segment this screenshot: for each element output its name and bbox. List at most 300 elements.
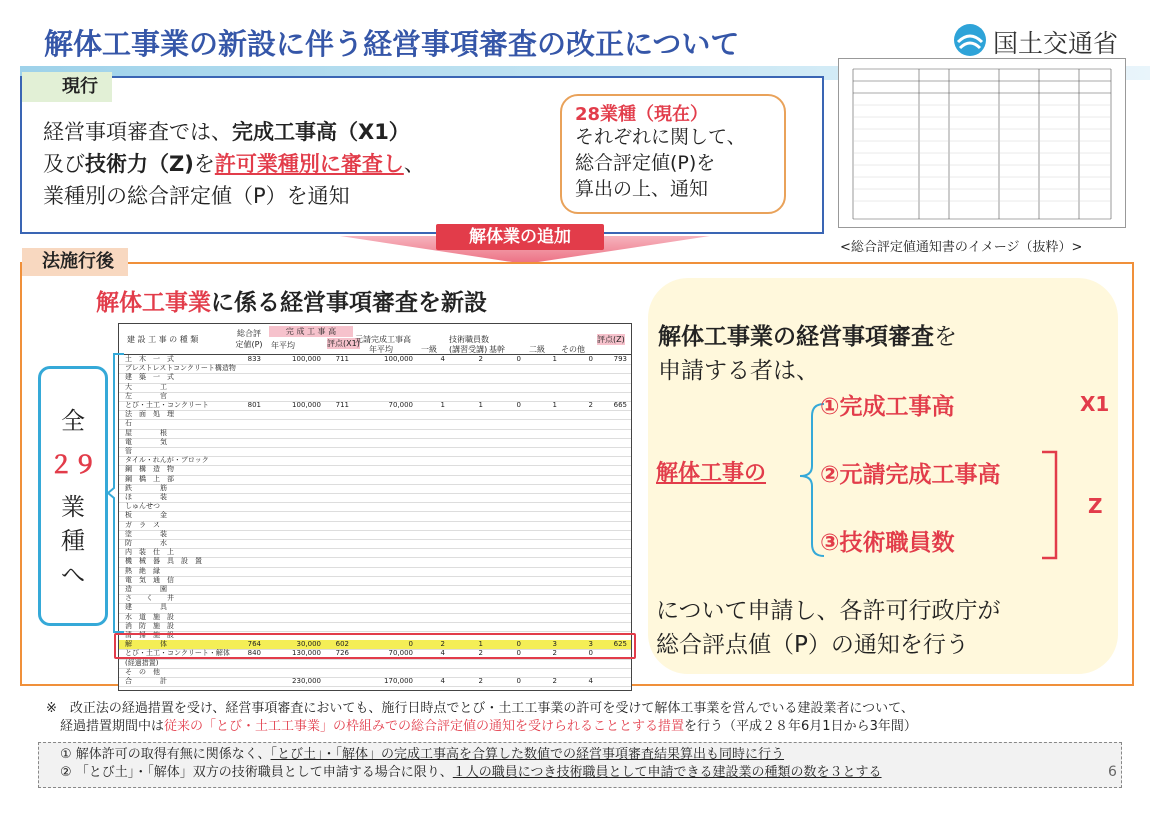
demolition-row-highlight: [114, 633, 636, 659]
row-cell-d: [523, 465, 559, 474]
row-cell-x: [265, 659, 323, 668]
row-cell-e: [559, 548, 595, 557]
row-cell-g: [351, 622, 415, 631]
row-cell-g: [351, 585, 415, 594]
row-cell-x: [265, 456, 323, 465]
row-cell-p: [235, 659, 263, 668]
row-cell-e: [559, 530, 595, 539]
row-cell-g: 70,000: [388, 649, 413, 658]
row-cell-x: [265, 438, 323, 447]
row-cell-g: [351, 668, 415, 677]
row-cell-b: [447, 447, 485, 456]
row-cell-x: 230,000: [292, 677, 321, 685]
row-cell-z: [595, 511, 629, 520]
row-cell-e: [559, 613, 595, 622]
row-type-name: 建 具: [125, 603, 167, 612]
row-cell-b: [447, 557, 485, 566]
table-row: [119, 677, 631, 687]
row-cell-z: [595, 493, 629, 502]
row-cell-g: [351, 419, 415, 428]
row-cell-z: [595, 373, 629, 382]
row-cell-c: [485, 557, 523, 566]
row-cell-e: [559, 383, 595, 392]
row-cell-x: [265, 594, 323, 603]
row-cell-x1: [323, 511, 351, 520]
current-28-body: それぞれに関して、 総合評定値(P)を 算出の上、通知: [575, 126, 746, 200]
row-cell-g: [351, 594, 415, 603]
row-cell-x: [265, 447, 323, 456]
row-cell-x: [265, 622, 323, 631]
header-grade1: 一級: [421, 345, 437, 354]
row-cell-d: [523, 548, 559, 557]
row-cell-x: [265, 548, 323, 557]
row-cell-a: [415, 392, 447, 401]
row-cell-x1: [323, 475, 351, 484]
row-cell-p: [235, 465, 263, 474]
row-cell-a: [415, 668, 447, 677]
row-type-name: 屋 根: [125, 428, 167, 437]
row-cell-e: [559, 475, 595, 484]
row-cell-x1: [323, 438, 351, 447]
row-cell-x: [265, 383, 323, 392]
row-cell-c: [485, 622, 523, 631]
row-cell-b: 2: [478, 649, 483, 658]
row-cell-b: [447, 419, 485, 428]
row-cell-a: [415, 383, 447, 392]
row-cell-p: [235, 521, 263, 530]
row-cell-e: [559, 484, 595, 493]
row-cell-x1: [323, 567, 351, 576]
row-cell-a: [415, 613, 447, 622]
row-cell-c: [485, 613, 523, 622]
document-thumbnail-icon: [839, 59, 1125, 227]
row-cell-e: [559, 465, 595, 474]
row-cell-e: [559, 410, 595, 419]
row-cell-g: [351, 383, 415, 392]
row-cell-p: [235, 419, 263, 428]
row-cell-z: [595, 410, 629, 419]
row-cell-x: [265, 364, 323, 373]
row-cell-c: [485, 603, 523, 612]
row-cell-g: [351, 603, 415, 612]
row-cell-x: [265, 373, 323, 382]
row-cell-x1: [323, 364, 351, 373]
left-bracket-icon: [106, 352, 126, 634]
row-cell-x1: [323, 576, 351, 585]
row-cell-e: [559, 539, 595, 548]
row-cell-c: [485, 567, 523, 576]
row-type-name: 合 計: [125, 677, 167, 685]
row-cell-a: 4: [440, 649, 445, 658]
row-cell-p: 764: [247, 640, 261, 649]
row-cell-b: [447, 613, 485, 622]
row-cell-a: [415, 576, 447, 585]
row-cell-x: [265, 521, 323, 530]
row-cell-z: [595, 530, 629, 539]
row-cell-x1: [323, 622, 351, 631]
row-cell-c: [485, 530, 523, 539]
row-cell-z: [595, 383, 629, 392]
page-title: 解体工事業の新設に伴う経営事項審査の改正について: [44, 27, 740, 61]
z-label: Z: [1088, 494, 1103, 518]
row-cell-a: [415, 511, 447, 520]
current-description: 経営事項審査では、完成工事高（X1） 及び技術力（Z)を許可業種別に審査し、 業種別の総合評定値（P）を通知: [43, 120, 425, 208]
row-cell-p: [235, 539, 263, 548]
pill-line-3: 業: [61, 493, 85, 521]
row-cell-c: [485, 392, 523, 401]
row-cell-x1: [323, 484, 351, 493]
row-cell-p: [235, 576, 263, 585]
row-cell-a: 4: [440, 355, 445, 363]
row-cell-g: [351, 484, 415, 493]
row-cell-g: [351, 373, 415, 382]
row-cell-a: [415, 557, 447, 566]
row-cell-z: [595, 659, 629, 668]
row-cell-g: [351, 576, 415, 585]
row-type-name: 清 掃 施 設: [125, 631, 174, 639]
row-cell-p: [235, 373, 263, 382]
row-cell-d: [523, 429, 559, 438]
row-cell-e: [559, 493, 595, 502]
row-cell-e: [559, 392, 595, 401]
row-cell-c: 0: [516, 640, 521, 649]
row-cell-b: [447, 567, 485, 576]
row-cell-x: [265, 557, 323, 566]
row-cell-e: [559, 438, 595, 447]
row-cell-p: [235, 613, 263, 622]
row-cell-x1: [323, 530, 351, 539]
row-cell-z: [595, 438, 629, 447]
row-cell-p: [235, 603, 263, 612]
row-cell-x1: [323, 383, 351, 392]
row-type-name: 塗 装: [125, 529, 167, 538]
row-cell-x1: 711: [335, 401, 349, 409]
row-type-name: ほ 装: [125, 493, 167, 501]
row-cell-c: [485, 410, 523, 419]
row-type-name: 機 械 器 具 設 置: [125, 557, 202, 566]
row-cell-a: [415, 585, 447, 594]
row-type-name: しゅんせつ: [125, 502, 160, 511]
row-type-name: 電 気: [125, 437, 167, 446]
row-cell-b: 1: [478, 401, 483, 409]
row-cell-c: [485, 668, 523, 677]
row-cell-d: [523, 456, 559, 465]
row-cell-x: [265, 511, 323, 520]
row-cell-a: [415, 548, 447, 557]
row-cell-a: 2: [440, 640, 445, 649]
row-cell-b: [447, 383, 485, 392]
pill-line-4: 種: [61, 527, 85, 555]
row-cell-g: [351, 465, 415, 474]
row-cell-x1: [323, 585, 351, 594]
row-cell-b: [447, 484, 485, 493]
row-cell-p: [235, 383, 263, 392]
row-cell-d: [523, 484, 559, 493]
row-cell-a: [415, 603, 447, 612]
current-28-heading: 28業種（現在）: [575, 104, 709, 125]
row-cell-d: [523, 659, 559, 668]
row-cell-a: [415, 373, 447, 382]
row-cell-c: [485, 502, 523, 511]
row-cell-c: [485, 521, 523, 530]
row-cell-a: [415, 429, 447, 438]
row-type-name: さ く 井: [125, 594, 174, 603]
row-cell-c: 0: [516, 649, 521, 658]
row-cell-d: [523, 438, 559, 447]
transition-footnote: ※ 改正法の経過措置を受け、経営事項審査においても、施行日時点でとび・土工工事業の許可を受けて解体工事業を営んでいる建設業者について、 経過措置期間中は従来の「とび・土工工事業」の枠組みでの総合評定値の通知を受けられることとする措置を行う（平成２８年6月1日から3年間）: [46, 701, 917, 734]
row-cell-a: 4: [440, 677, 445, 685]
row-cell-x1: [323, 613, 351, 622]
row-cell-e: [559, 521, 595, 530]
row-cell-x1: [323, 429, 351, 438]
header-z: 評点(Z): [597, 335, 625, 344]
row-cell-p: [235, 530, 263, 539]
row-cell-b: [447, 576, 485, 585]
row-cell-d: [523, 576, 559, 585]
row-cell-g: [351, 548, 415, 557]
row-cell-p: [235, 594, 263, 603]
row-cell-x: 100,000: [292, 401, 321, 409]
notice-document-image: [838, 58, 1126, 228]
row-type-name: とび・土工・コンクリート: [125, 401, 209, 409]
row-type-name: 水 道 施 設: [125, 612, 174, 621]
header-prime-avg: 年平均: [369, 345, 393, 354]
row-cell-z: 665: [613, 401, 627, 409]
row-cell-g: [351, 447, 415, 456]
row-type-name: 板 金: [125, 511, 167, 520]
pill-line-5: へ: [61, 561, 85, 589]
row-cell-p: [235, 585, 263, 594]
row-cell-g: [351, 429, 415, 438]
addition-label: 解体業の追加: [436, 224, 604, 250]
row-cell-p: [235, 475, 263, 484]
row-cell-e: 3: [588, 640, 593, 649]
row-cell-x: [265, 410, 323, 419]
header-p: 総合評定値(P): [235, 329, 263, 349]
row-cell-a: [415, 493, 447, 502]
row-cell-a: [415, 438, 447, 447]
row-cell-x1: [323, 539, 351, 548]
row-cell-x1: 726: [335, 649, 349, 658]
z-bracket-icon: [1040, 450, 1060, 560]
row-cell-z: [595, 585, 629, 594]
row-cell-x: [265, 668, 323, 677]
logo-text: 国土交通省: [993, 29, 1119, 58]
row-type-name: 造 園: [125, 585, 167, 593]
row-cell-x: [265, 475, 323, 484]
row-cell-c: [485, 484, 523, 493]
row-cell-x: [265, 465, 323, 474]
row-cell-x: [265, 567, 323, 576]
row-type-name: 熱 絶 縁: [125, 566, 160, 575]
row-cell-z: 793: [613, 355, 627, 363]
row-cell-p: [235, 493, 263, 502]
row-cell-z: [595, 539, 629, 548]
row-cell-p: [235, 392, 263, 401]
row-cell-a: [415, 530, 447, 539]
row-cell-b: 1: [478, 640, 483, 649]
row-cell-e: [559, 447, 595, 456]
row-cell-g: [351, 567, 415, 576]
row-cell-e: [559, 429, 595, 438]
x1-label: X1: [1080, 392, 1110, 416]
row-cell-c: [485, 594, 523, 603]
row-cell-g: [351, 511, 415, 520]
row-cell-d: [523, 373, 559, 382]
row-cell-a: [415, 447, 447, 456]
row-cell-d: [523, 557, 559, 566]
row-cell-c: [485, 456, 523, 465]
row-cell-p: [235, 548, 263, 557]
panel-intro: 解体工事業の経営事項審査を 申請する者は、: [658, 324, 957, 384]
row-cell-e: [559, 567, 595, 576]
row-cell-x1: [323, 493, 351, 502]
row-cell-p: 833: [247, 355, 261, 363]
row-cell-b: [447, 410, 485, 419]
row-cell-c: [485, 438, 523, 447]
row-cell-x1: [323, 594, 351, 603]
row-cell-a: [415, 502, 447, 511]
row-cell-a: [415, 622, 447, 631]
row-type-name: そ の 他: [125, 667, 160, 676]
row-cell-b: [447, 456, 485, 465]
row-cell-c: 0: [516, 355, 521, 363]
row-cell-x: [265, 392, 323, 401]
row-cell-b: [447, 429, 485, 438]
row-cell-b: [447, 548, 485, 557]
header-staff: 技術職員数: [449, 335, 489, 344]
row-cell-p: [235, 456, 263, 465]
row-cell-x1: [323, 447, 351, 456]
row-cell-z: [595, 447, 629, 456]
row-cell-x1: [323, 603, 351, 612]
row-cell-p: [235, 484, 263, 493]
row-cell-g: 70,000: [388, 401, 413, 409]
row-cell-c: [485, 475, 523, 484]
row-cell-c: [485, 465, 523, 474]
row-cell-d: [523, 622, 559, 631]
row-cell-g: [351, 557, 415, 566]
row-cell-e: 2: [588, 401, 593, 409]
row-cell-c: [485, 493, 523, 502]
row-cell-x: 100,000: [292, 355, 321, 363]
row-cell-z: [595, 548, 629, 557]
row-cell-x1: [323, 392, 351, 401]
row-cell-x1: [323, 373, 351, 382]
row-type-name: 鋼 橋 上 部: [125, 474, 174, 483]
row-cell-g: [351, 613, 415, 622]
row-cell-x1: [323, 410, 351, 419]
notes-list: [60, 746, 882, 782]
row-cell-g: [351, 364, 415, 373]
row-cell-e: [559, 594, 595, 603]
row-cell-a: 1: [440, 401, 445, 409]
row-cell-e: [559, 603, 595, 612]
row-cell-a: [415, 465, 447, 474]
row-cell-b: [447, 585, 485, 594]
row-cell-p: [235, 622, 263, 631]
row-cell-c: [485, 585, 523, 594]
row-cell-b: [447, 493, 485, 502]
row-cell-x: [265, 484, 323, 493]
note-item: ② 「とび土」・「解体」双方の技術職員として申請する場合に限り、１人の職員につき技術職員として申請できる建設業の種類の数を３とする: [60, 765, 882, 780]
row-cell-e: [559, 622, 595, 631]
row-cell-e: [559, 419, 595, 428]
row-type-name: 内 装 仕 上: [125, 548, 174, 557]
row-cell-c: [485, 576, 523, 585]
row-type-name: 大 工: [125, 382, 167, 391]
row-type-name: (経過措置): [125, 658, 159, 667]
item-prime-works: ②元請完成工事高: [820, 462, 1001, 488]
row-cell-e: [559, 576, 595, 585]
current-tag: 現行: [22, 72, 112, 102]
row-cell-g: 100,000: [384, 355, 413, 363]
row-cell-b: [447, 521, 485, 530]
row-cell-x1: [323, 677, 351, 686]
row-cell-g: [351, 410, 415, 419]
row-cell-d: 3: [552, 640, 557, 649]
row-type-name: 解 体: [125, 640, 167, 649]
row-cell-p: [235, 429, 263, 438]
row-cell-a: [415, 659, 447, 668]
page-number: 6: [1108, 764, 1117, 780]
row-cell-p: [235, 364, 263, 373]
row-cell-z: [595, 567, 629, 576]
row-cell-e: [559, 557, 595, 566]
row-cell-c: [485, 511, 523, 520]
row-cell-d: 1: [552, 355, 557, 363]
row-cell-a: [415, 521, 447, 530]
row-cell-z: [595, 419, 629, 428]
row-cell-d: 2: [552, 677, 557, 685]
row-cell-p: [235, 567, 263, 576]
row-cell-d: [523, 475, 559, 484]
row-type-name: 鉄 筋: [125, 483, 167, 492]
row-cell-x: [265, 603, 323, 612]
row-type-name: タイル・れんが・ブロック: [125, 456, 209, 465]
row-cell-x1: [323, 557, 351, 566]
panel-conclusion: について申請し、各許可行政庁が 総合評点値（P）の通知を行う: [656, 598, 1001, 658]
row-type-name: ガ ラ ス: [125, 520, 160, 529]
row-cell-d: [523, 383, 559, 392]
row-cell-g: [351, 530, 415, 539]
row-cell-z: [595, 502, 629, 511]
target-label: 解体工事の: [656, 461, 767, 486]
row-cell-c: [485, 364, 523, 373]
row-cell-p: [235, 668, 263, 677]
row-cell-c: 0: [516, 677, 521, 685]
header-course: (講習受講): [449, 345, 488, 354]
row-cell-g: [351, 502, 415, 511]
row-cell-d: [523, 585, 559, 594]
row-cell-z: [595, 456, 629, 465]
row-cell-z: [595, 557, 629, 566]
row-cell-x: [265, 502, 323, 511]
row-cell-c: [485, 548, 523, 557]
row-cell-p: 840: [247, 649, 261, 658]
row-cell-d: [523, 530, 559, 539]
row-cell-x1: [323, 521, 351, 530]
note-item: ① 解体許可の取得有無に関係なく、「とび土」・「解体」の完成工事高を合算した数値での経営事項審査結果算出も同時に行う: [60, 747, 785, 762]
row-cell-d: [523, 493, 559, 502]
row-cell-b: [447, 530, 485, 539]
row-cell-b: [447, 364, 485, 373]
row-cell-b: [447, 511, 485, 520]
row-cell-b: [447, 622, 485, 631]
row-cell-e: 0: [588, 649, 593, 658]
row-type-name: 土 木 一 式: [125, 355, 174, 363]
row-cell-d: [523, 410, 559, 419]
